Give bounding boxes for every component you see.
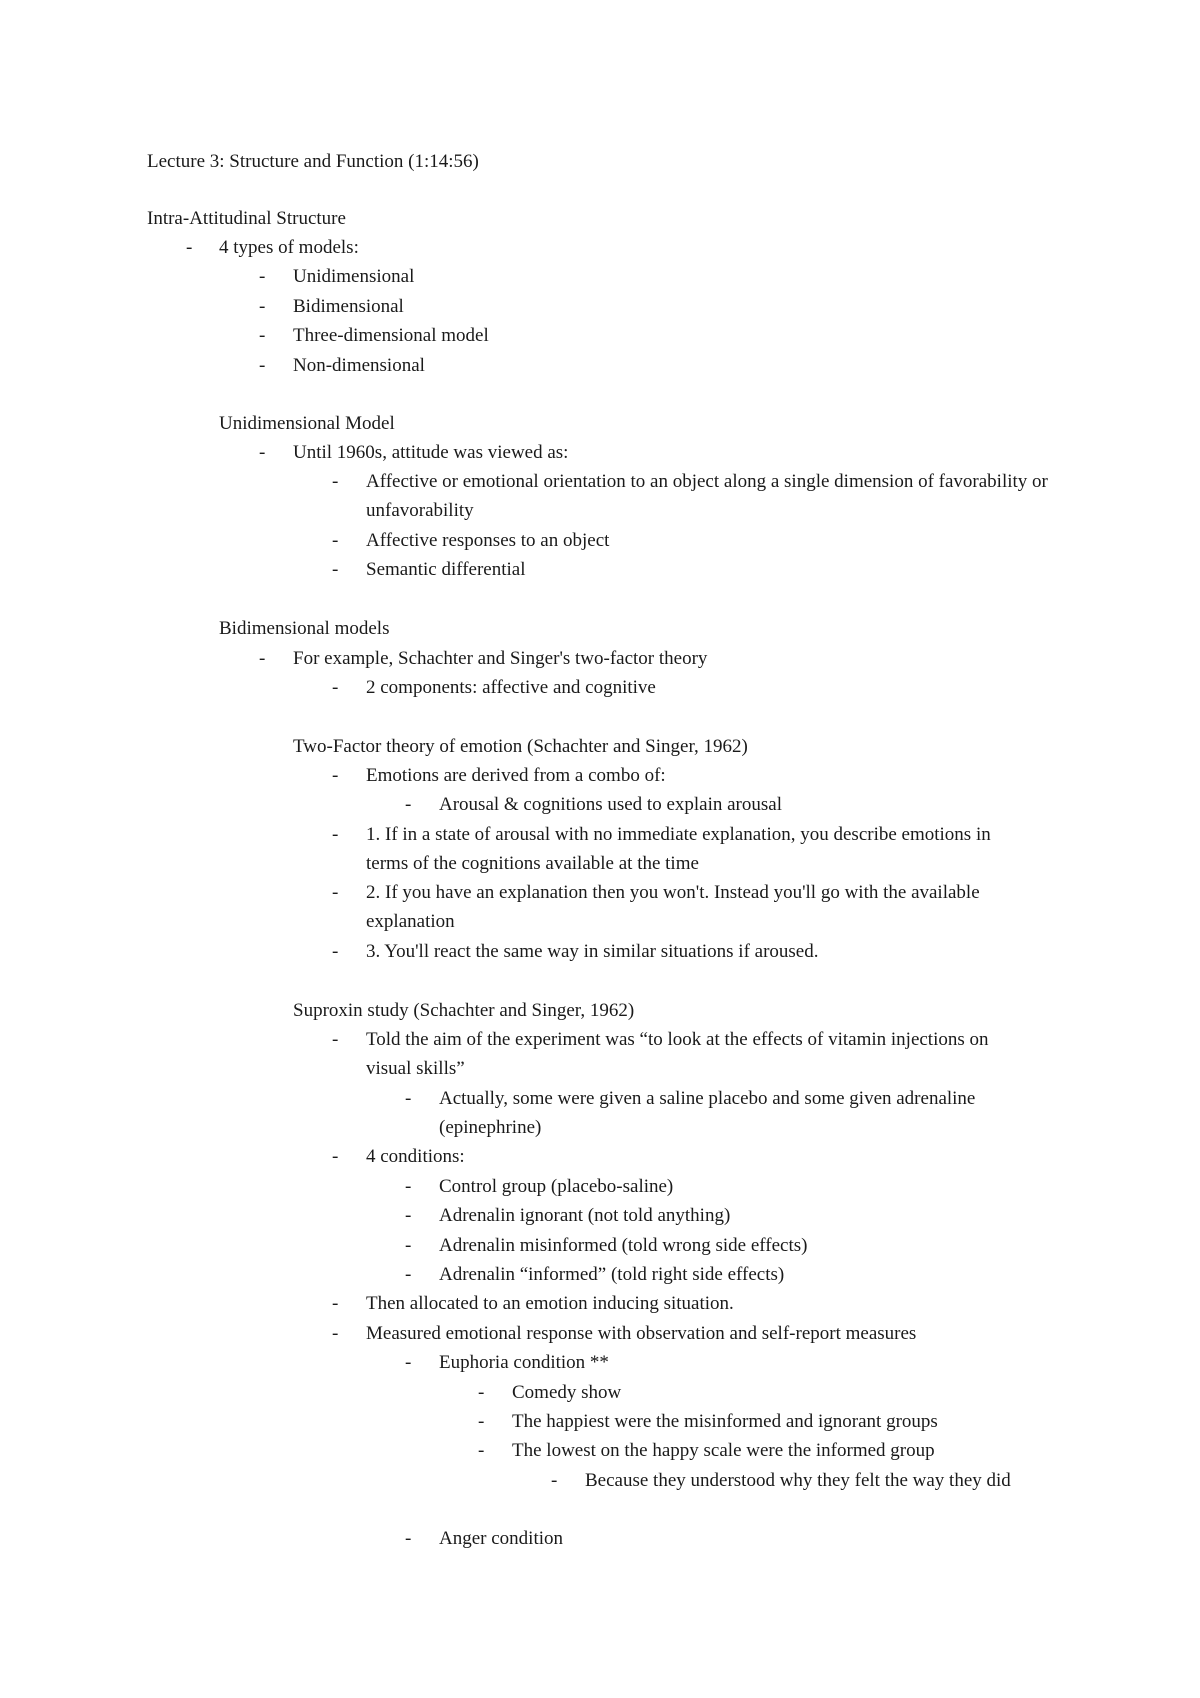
bullet-text: Euphoria condition ** bbox=[439, 1352, 609, 1373]
list-item: Adrenalin “informed” (told right side effects) bbox=[439, 1264, 785, 1285]
bullet-dash: - bbox=[332, 530, 339, 551]
subsection-heading: Two-Factor theory of emotion (Schachter and Singer, 1962) bbox=[293, 736, 748, 757]
bullet-text: Emotions are derived from a combo of: bbox=[366, 765, 666, 786]
bullet-text: Measured emotional response with observation and self-report measures bbox=[366, 1323, 917, 1344]
bullet-text: Told the aim of the experiment was “to look at the effects of vitamin injections on visual skills” bbox=[366, 1029, 989, 1079]
bullet-dash: - bbox=[478, 1440, 485, 1461]
bullet-dash: - bbox=[332, 1293, 339, 1314]
list-item: Affective responses to an object bbox=[366, 530, 610, 551]
list-item: Control group (placebo-saline) bbox=[439, 1176, 674, 1197]
bullet-dash: - bbox=[259, 266, 266, 287]
list-item: Unidimensional bbox=[293, 266, 415, 287]
list-item: Because they understood why they felt the way they did bbox=[585, 1470, 1011, 1491]
bullet-dash: - bbox=[186, 237, 193, 258]
list-item: Affective or emotional orientation to an object along a single dimension of favorability or unfavorability bbox=[366, 471, 1048, 521]
bullet-dash: - bbox=[478, 1382, 485, 1403]
bullet-dash: - bbox=[405, 1205, 412, 1226]
bullet-dash: - bbox=[332, 1323, 339, 1344]
bullet-dash: - bbox=[405, 1264, 412, 1285]
bullet-dash: - bbox=[405, 1528, 412, 1549]
bullet-dash: - bbox=[478, 1411, 485, 1432]
bullet-dash: - bbox=[332, 1029, 339, 1050]
list-item: Non-dimensional bbox=[293, 355, 425, 376]
list-item: The lowest on the happy scale were the informed group bbox=[512, 1440, 935, 1461]
list-item: Adrenalin ignorant (not told anything) bbox=[439, 1205, 731, 1226]
bullet-dash: - bbox=[259, 325, 266, 346]
bullet-dash: - bbox=[332, 941, 339, 962]
bullet-dash: - bbox=[332, 765, 339, 786]
bullet-dash: - bbox=[405, 1235, 412, 1256]
bullet-text: 4 types of models: bbox=[219, 237, 359, 258]
bullet-dash: - bbox=[332, 471, 339, 492]
bullet-text: 3. You'll react the same way in similar situations if aroused. bbox=[366, 941, 819, 962]
bullet-text: 2 components: affective and cognitive bbox=[366, 677, 656, 698]
bullet-text: 1. If in a state of arousal with no immediate explanation, you describe emotions in terms of the cognitions available at the time bbox=[366, 824, 991, 874]
bullet-dash: - bbox=[405, 1352, 412, 1373]
bullet-dash: - bbox=[405, 794, 412, 815]
bullet-text: 2. If you have an explanation then you won't. Instead you'll go with the available explanation bbox=[366, 882, 980, 932]
bullet-text: Until 1960s, attitude was viewed as: bbox=[293, 442, 569, 463]
subsection-heading: Suproxin study (Schachter and Singer, 1962) bbox=[293, 1000, 635, 1021]
list-item: Three-dimensional model bbox=[293, 325, 489, 346]
list-item: Bidimensional bbox=[293, 296, 404, 317]
bullet-dash: - bbox=[259, 296, 266, 317]
bullet-dash: - bbox=[332, 677, 339, 698]
bullet-dash: - bbox=[405, 1176, 412, 1197]
bullet-text: 4 conditions: bbox=[366, 1146, 465, 1167]
list-item: Adrenalin misinformed (told wrong side effects) bbox=[439, 1235, 808, 1256]
section-heading: Intra-Attitudinal Structure bbox=[147, 208, 346, 229]
bullet-dash: - bbox=[332, 559, 339, 580]
bullet-dash: - bbox=[332, 824, 339, 845]
subsection-heading: Unidimensional Model bbox=[219, 413, 395, 434]
bullet-dash: - bbox=[551, 1470, 558, 1491]
bullet-text: Arousal & cognitions used to explain arousal bbox=[439, 794, 782, 815]
bullet-dash: - bbox=[332, 1146, 339, 1167]
bullet-dash: - bbox=[332, 882, 339, 903]
bullet-dash: - bbox=[259, 648, 266, 669]
bullet-dash: - bbox=[259, 442, 266, 463]
bullet-text: For example, Schachter and Singer's two-factor theory bbox=[293, 648, 708, 669]
bullet-text: Actually, some were given a saline placebo and some given adrenaline (epinephrine) bbox=[439, 1088, 976, 1138]
list-item: The happiest were the misinformed and ignorant groups bbox=[512, 1411, 938, 1432]
bullet-text: Anger condition bbox=[439, 1528, 564, 1549]
list-item: Semantic differential bbox=[366, 559, 526, 580]
bullet-text: Then allocated to an emotion inducing situation. bbox=[366, 1293, 734, 1314]
list-item: Comedy show bbox=[512, 1382, 622, 1403]
bullet-dash: - bbox=[405, 1088, 412, 1109]
bullet-dash: - bbox=[259, 355, 266, 376]
subsection-heading: Bidimensional models bbox=[219, 618, 390, 639]
document-title: Lecture 3: Structure and Function (1:14:56) bbox=[147, 151, 479, 172]
